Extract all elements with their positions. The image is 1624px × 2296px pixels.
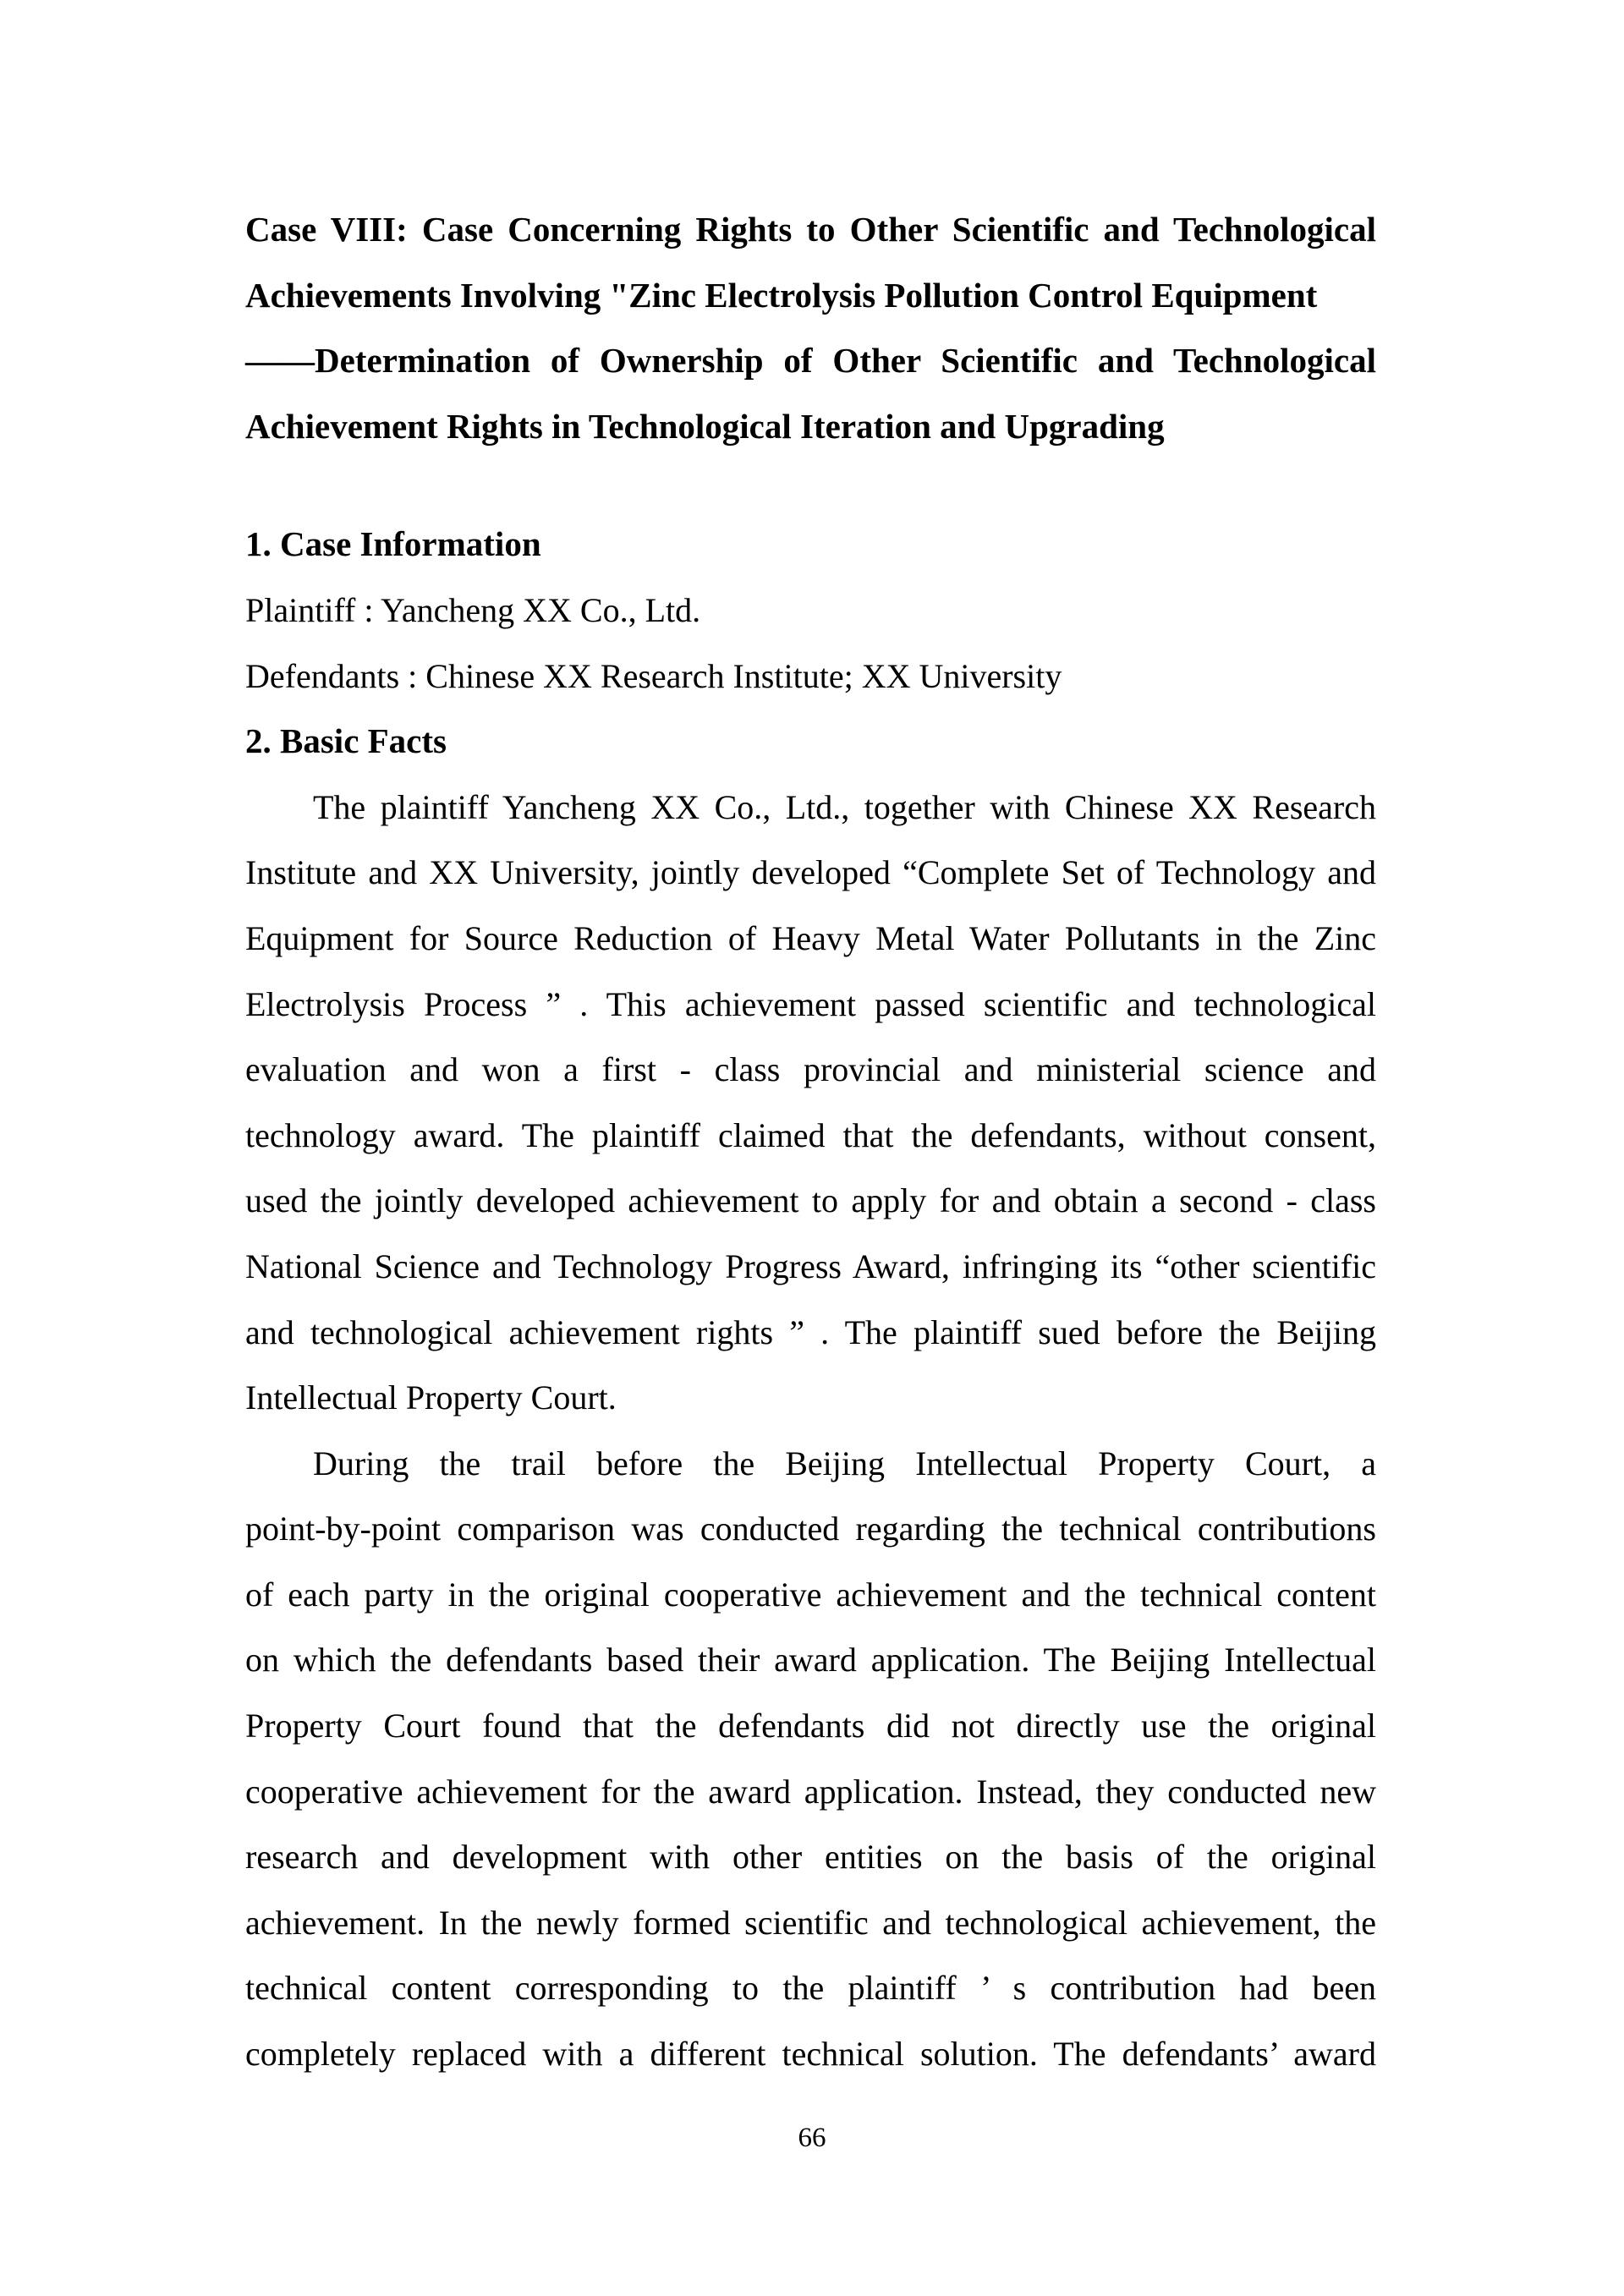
title-section-gap bbox=[245, 459, 1376, 512]
page-number: 66 bbox=[798, 2123, 826, 2153]
basic-facts-heading: 2. Basic Facts bbox=[245, 721, 447, 761]
plaintiff-line: Plaintiff : Yancheng XX Co., Ltd. bbox=[245, 590, 701, 629]
text-line: technology award. The plaintiff claimed that the defendants, without consent, bbox=[245, 1115, 1376, 1154]
text-line: Intellectual Property Court. bbox=[245, 1378, 617, 1417]
text-line: ——Determination of Ownership of Other Scientific and Technological bbox=[245, 341, 1376, 381]
text-line: point-by-point comparison was conducted regarding the technical contributions bbox=[245, 1510, 1376, 1548]
case-information-heading: 1. Case Information bbox=[245, 524, 541, 564]
text-line: Achievement Rights in Technological Iteration and Upgrading bbox=[245, 406, 1165, 446]
text-line: Equipment for Source Reduction of Heavy Metal Water Pollutants in the Zinc bbox=[245, 918, 1376, 957]
text-line: During the trail before the Beijing Intellectual Property Court, a bbox=[313, 1444, 1376, 1482]
defendants-line: Defendants : Chinese XX Research Institute; XX University bbox=[245, 656, 1062, 695]
text-line: Electrolysis Process ” . This achievement passed scientific and technological bbox=[245, 984, 1376, 1023]
text-line: Achievements Involving "Zinc Electrolysis Pollution Control Equipment bbox=[245, 275, 1318, 315]
text-line: The plaintiff Yancheng XX Co., Ltd., together with Chinese XX Research bbox=[313, 787, 1376, 826]
page-content bbox=[245, 197, 1376, 2087]
text-line: evaluation and won a first - class provincial and ministerial science and bbox=[245, 1050, 1376, 1089]
text-line: National Science and Technology Progress Award, infringing its “other scientific bbox=[245, 1247, 1376, 1285]
text-line: on which the defendants based their award application. The Beijing Intellectual bbox=[245, 1641, 1376, 1680]
text-line: research and development with other entities on the basis of the original bbox=[245, 1838, 1376, 1877]
case-title bbox=[245, 197, 1376, 459]
text-line: of each party in the original cooperative achievement and the technical content bbox=[245, 1575, 1376, 1614]
basic-facts-section bbox=[245, 709, 1376, 2086]
text-line: used the jointly developed achievement to apply for and obtain a second - class bbox=[245, 1181, 1376, 1220]
basic-facts-paragraph-2 bbox=[245, 1431, 1376, 2087]
text-line: Property Court found that the defendants did not directly use the original bbox=[245, 1707, 1376, 1745]
text-line: achievement. In the newly formed scientific and technological achievement, the bbox=[245, 1903, 1376, 1942]
case-information-section bbox=[245, 512, 1376, 709]
text-line: technical content corresponding to the plaintiff ’ s contribution had been bbox=[245, 1969, 1376, 2008]
text-line: cooperative achievement for the award application. Instead, they conducted new bbox=[245, 1772, 1376, 1811]
text-line: Case VIII: Case Concerning Rights to Other Scientific and Technological bbox=[245, 210, 1376, 249]
text-line: completely replaced with a different technical solution. The defendants’ award bbox=[245, 2035, 1376, 2074]
text-line: Institute and XX University, jointly developed “Complete Set of Technology and bbox=[245, 853, 1376, 892]
text-line: and technological achievement rights ” . The plaintiff sued before the Beijing bbox=[245, 1312, 1376, 1351]
basic-facts-paragraph-1 bbox=[245, 775, 1376, 1431]
